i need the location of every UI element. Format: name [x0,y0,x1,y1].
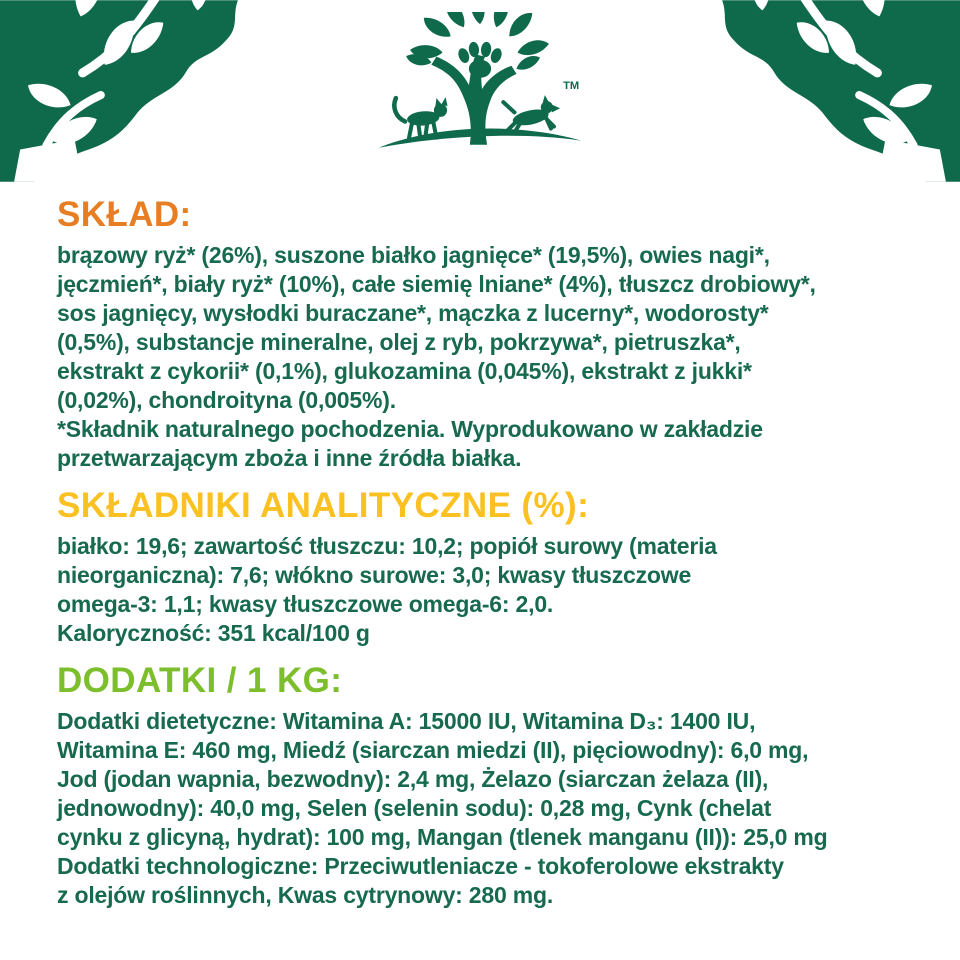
text-line: Jod (jodan wapnia, bezwodny): 2,4 mg, Żelazo (siarczan żelaza (II), [57,766,769,792]
additives-heading: DODATKI / 1 KG: [57,661,343,700]
section-composition [57,196,919,473]
text-line: (0,02%), chondroityna (0,005%). [57,387,396,413]
text-line: sos jagnięcy, wysłodki buraczane*, mączka z lucerny*, wodorosty* [57,300,769,326]
composition-text [57,241,919,473]
dog-icon [503,95,560,132]
text-line: jednowodny): 40,0 mg, Selen (selenin sodu): 0,28 mg, Cynk (chelat [57,795,772,821]
analytical-constituents-text [57,532,919,648]
text-line: (0,5%), substancje mineralne, olej z ryb, pokrzywa*, pietruszka*, [57,329,741,355]
text-line: nieorganiczna): 7,6; włókno surowe: 3,0; kwasy tłuszczowe [57,562,692,588]
text-line: jęczmień*, biały ryż* (10%), całe siemię lniane* (4%), tłuszcz drobiowy*, [57,271,816,297]
text-line: brązowy ryż* (26%), suszone białko jagnięce* (19,5%), owies nagi*, [57,242,770,268]
section-analytical-constituents [57,487,919,648]
text-line: Kaloryczność: 351 kcal/100 g [57,620,370,646]
text-line: omega-3: 1,1; kwasy tłuszczowe omega-6: 2,0. [57,591,554,617]
analytical-constituents-heading: SKŁADNIKI ANALITYCZNE (%): [57,486,590,525]
leaf-branch-corner-decoration-mirrored [708,0,960,182]
additives-text [57,707,919,910]
text-line: *Składnik naturalnego pochodzenia. Wyprodukowano w zakładzie [57,416,763,442]
trademark-symbol: TM [563,80,580,93]
text-line: ekstrakt z cykorii* (0,1%), glukozamina (0,045%), ekstrakt z jukki* [57,358,752,384]
text-line: przetwarzającym zboża i inne źródła białka. [57,445,522,471]
composition-heading: SKŁAD: [57,195,192,234]
paw-print-icon [456,41,503,77]
tree-paw-cat-dog-logo [368,12,592,164]
text-line: białko: 19,6; zawartość tłuszczu: 10,2; popiół surowy (materia [57,533,717,559]
text-line: cynku z glicyną, hydrat): 100 mg, Mangan (tlenek manganu (II)): 25,0 mg [57,824,828,850]
section-additives [57,662,919,910]
label-content [57,196,919,910]
cat-icon [394,97,447,138]
text-line: Witamina E: 460 mg, Miedź (siarczan miedzi (II), pięciowodny): 6,0 mg, [57,737,809,763]
leaf-branch-corner-decoration [0,0,252,182]
text-line: Dodatki dietetyczne: Witamina A: 15000 IU, Witamina D₃: 1400 IU, [57,708,756,734]
text-line: z olejów roślinnych, Kwas cytrynowy: 280 mg. [57,882,554,908]
text-line: Dodatki technologiczne: Przeciwutleniacze - tokoferolowe ekstrakty [57,853,784,879]
